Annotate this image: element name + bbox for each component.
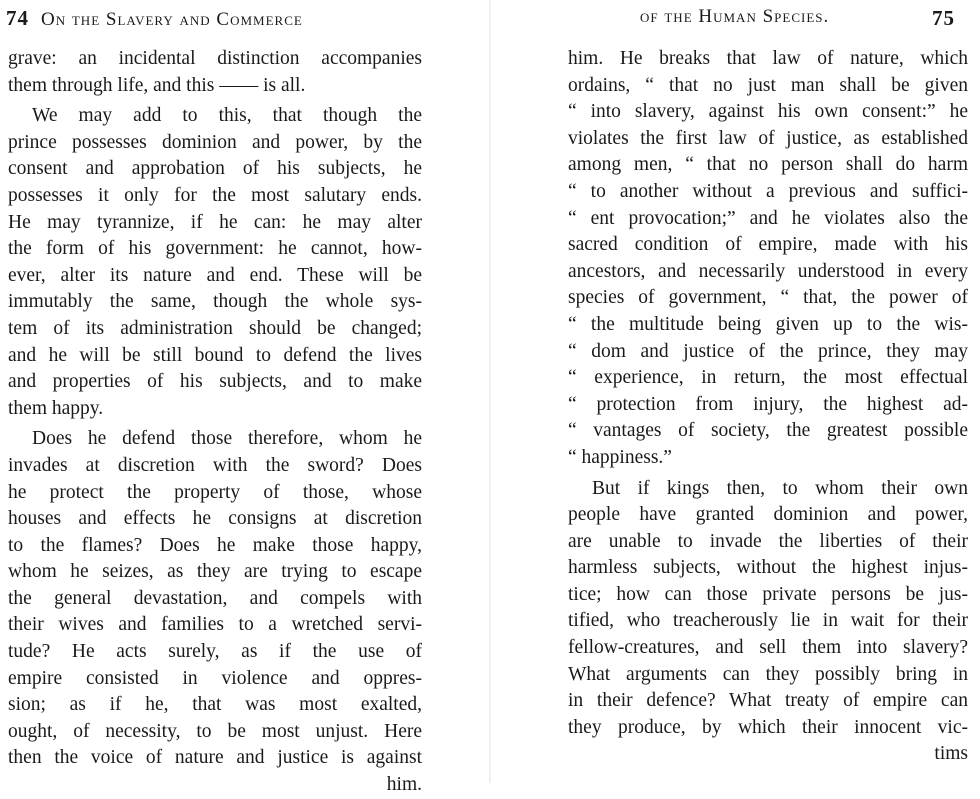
- text-line: are unable to invade the liberties of their: [568, 530, 968, 552]
- text-line: people have granted dominion and power,: [568, 504, 968, 526]
- text-line: sion; as if he, that was most exalted,: [8, 694, 422, 716]
- text-line: them through life, and this —— is all.: [8, 74, 306, 96]
- right-page: [490, 0, 980, 783]
- right-page-text: [568, 46, 968, 768]
- text-line: the general devastation, and compels with: [8, 587, 422, 609]
- text-line: “ experience, in return, the most effectual: [568, 367, 968, 389]
- text-line: “ protection from injury, the highest ad-: [568, 393, 968, 415]
- text-line: they produce, by which their innocent vic-: [568, 716, 968, 738]
- text-line: sacred condition of empire, made with his: [568, 234, 968, 256]
- text-line: consent and approbation of his subjects, he: [8, 158, 422, 180]
- text-line: their wives and families to a wretched servi-: [8, 614, 422, 636]
- text-line: tice; how can those private persons be jus-: [568, 583, 968, 605]
- text-line: harmless subjects, without the highest injus-: [568, 557, 968, 579]
- text-line: prince possesses dominion and power, by the: [8, 131, 422, 153]
- text-line: “ to another without a previous and suffici-: [568, 180, 968, 202]
- text-line: in their defence? What treaty of empire can: [568, 690, 968, 712]
- text-line: He may tyrannize, if he can: he may alter: [8, 211, 422, 233]
- text-line: him. He breaks that law of nature, which: [568, 48, 968, 69]
- text-line: “ the multitude being given up to the wis-: [568, 313, 968, 335]
- text-line: then the voice of nature and justice is against: [8, 747, 422, 769]
- text-line: tude? He acts surely, as if the use of: [8, 641, 422, 663]
- text-line: “ dom and justice of the prince, they may: [568, 340, 968, 362]
- text-line: and he will be still bound to defend the lives: [8, 344, 422, 366]
- text-line: fellow-creatures, and sell them into slavery?: [568, 637, 968, 659]
- text-line: We may add to this, that though the: [32, 105, 422, 127]
- text-line: them happy.: [8, 397, 104, 419]
- text-line: tims: [934, 743, 968, 765]
- text-line: ought, of necessity, to be most unjust. Here: [8, 720, 422, 742]
- text-line: empire consisted in violence and oppres-: [8, 667, 422, 689]
- text-line: the form of his government: he cannot, how-: [8, 238, 422, 260]
- text-line: What arguments can they possibly bring in: [568, 663, 968, 685]
- text-line: ancestors, and necessarily understood in every: [568, 260, 968, 282]
- text-line: tem of its administration should be changed;: [8, 317, 422, 339]
- text-line: ordains, “ that no just man shall be given: [568, 74, 968, 96]
- text-line: invades at discretion with the sword? Does: [8, 454, 422, 476]
- text-line: species of government, “ that, the power of: [568, 287, 968, 309]
- right-page-header: [640, 6, 955, 36]
- left-page: [0, 0, 490, 796]
- text-line: possesses it only for the most salutary ends.: [8, 184, 422, 206]
- text-line: whom he seizes, as they are trying to escape: [8, 561, 422, 583]
- text-line: grave: an incidental distinction accompanies: [8, 48, 422, 69]
- left-page-number: 74: [6, 6, 29, 30]
- text-line: violates the first law of justice, as established: [568, 127, 968, 149]
- text-line: “ ent provocation;” and he violates also the: [568, 207, 968, 229]
- text-line: among men, “ that no person shall do harm: [568, 154, 968, 176]
- right-page-number: 75: [932, 6, 955, 30]
- right-running-head: of the Human Species.: [640, 6, 830, 27]
- text-line: “ into slavery, against his own consent:” he: [568, 101, 968, 123]
- text-line: he protect the property of those, whose: [8, 481, 422, 503]
- left-page-header: [6, 6, 303, 36]
- text-line: Does he defend those therefore, whom he: [32, 428, 422, 450]
- left-page-text: [8, 46, 422, 799]
- text-line: tified, who treacherously lie in wait for their: [568, 610, 968, 632]
- text-line: “ vantages of society, the greatest possible: [568, 420, 968, 442]
- text-line: houses and effects he consigns at discretion: [8, 508, 422, 530]
- text-line: him.: [386, 774, 422, 796]
- left-running-head: On the Slavery and Commerce: [41, 9, 303, 30]
- text-line: immutably the same, though the whole sys-: [8, 291, 422, 313]
- text-line: to the flames? Does he make those happy,: [8, 534, 422, 556]
- text-line: “ happiness.”: [568, 446, 672, 468]
- text-line: ever, alter its nature and end. These will be: [8, 264, 422, 286]
- text-line: and properties of his subjects, and to make: [8, 371, 422, 393]
- text-line: But if kings then, to whom their own: [592, 477, 968, 499]
